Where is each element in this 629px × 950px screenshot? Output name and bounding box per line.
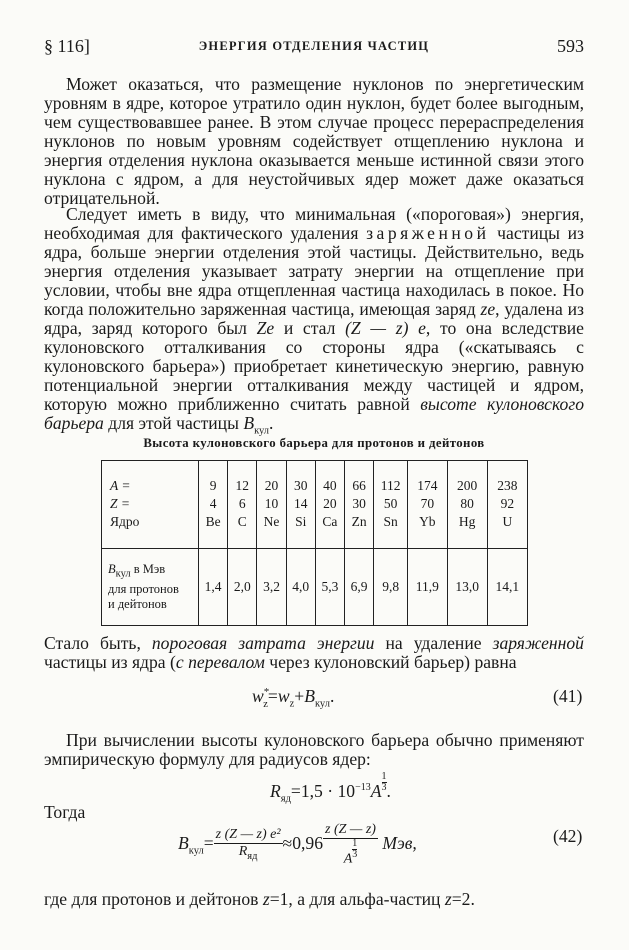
cell-Z: 80 bbox=[460, 496, 474, 512]
cell-B: 9,8 bbox=[374, 548, 408, 625]
p2-spaced-word: заряженной bbox=[366, 223, 490, 243]
cell-A: 20 bbox=[264, 478, 279, 494]
table-row-barrier bbox=[102, 548, 528, 625]
cell-nucleus: Ca bbox=[322, 514, 338, 530]
cell-A: 40 bbox=[323, 478, 337, 494]
cell-B: 14,1 bbox=[487, 548, 527, 625]
cell-nucleus: Yb bbox=[419, 514, 436, 530]
cell-B: 5,3 bbox=[315, 548, 344, 625]
cell-Z: 30 bbox=[352, 496, 366, 512]
label-A: A = bbox=[110, 478, 131, 494]
p3-text-1: Стало быть, bbox=[44, 633, 152, 653]
p2-B-symbol: B bbox=[243, 413, 255, 433]
cell-B: 11,9 bbox=[408, 548, 447, 625]
b-label-line2: для протонов bbox=[108, 581, 179, 596]
cell-A: 112 bbox=[380, 478, 401, 494]
eq42-num2: z (Z — z) bbox=[325, 822, 376, 837]
p2-text-7: . bbox=[269, 413, 274, 433]
eq41-w: w bbox=[277, 686, 290, 706]
eq41-w-star: w bbox=[252, 686, 264, 706]
p2-text-4: и стал bbox=[274, 318, 346, 338]
paragraph-1: Может оказаться, что размещение нуклонов по энергетическим уровням в ядре, которое утратило один нуклон, будет более выгодным, чем существовавшее ранее. В этом случае процесс перераспределения нуклонов по новым уровням содействует отщеплению нуклона и энергия отделения нуклона оказывается меньше истинной связи этого нуклона с ядром, а для неустойчивых ядер может даже оказаться отрицательной. bbox=[44, 74, 584, 208]
cell-nucleus: Sn bbox=[383, 514, 398, 530]
cell-B: 3,2 bbox=[257, 548, 286, 625]
paragraph-2 bbox=[44, 205, 584, 441]
cell-Z: 14 bbox=[293, 496, 308, 512]
equation-42-number: (42) bbox=[553, 826, 583, 846]
cell-nucleus: Ne bbox=[263, 514, 280, 530]
page-number: 593 bbox=[557, 36, 584, 56]
last-text-3: =2. bbox=[451, 889, 475, 909]
p2-text-3: , удалена из ядра, заряд которого был bbox=[44, 299, 584, 338]
eq42-den2-power bbox=[352, 839, 357, 860]
cell-nucleus: Hg bbox=[458, 514, 476, 530]
section-number: § 116] bbox=[44, 36, 90, 56]
p2-ze: ze bbox=[480, 299, 496, 319]
cell-nucleus: Be bbox=[205, 514, 221, 530]
cell-Z: 50 bbox=[383, 496, 398, 512]
cell-B: 13,0 bbox=[447, 548, 487, 625]
eq42-den1 bbox=[214, 844, 283, 862]
barrier-label-cell bbox=[102, 548, 199, 625]
eq42-den2-pow-den: 3 bbox=[352, 849, 358, 860]
eq42-den2-pow-num: 1 bbox=[352, 838, 358, 849]
cell-A: 30 bbox=[293, 478, 308, 494]
table-cell bbox=[315, 461, 344, 549]
b-symbol: B bbox=[108, 562, 116, 576]
table-cell bbox=[228, 461, 257, 549]
cell-A: 9 bbox=[209, 478, 217, 494]
page-header bbox=[44, 36, 584, 60]
eqR-Rsub: яд bbox=[280, 793, 291, 805]
p3-text-2: на удаление bbox=[374, 633, 493, 653]
last-line bbox=[44, 889, 475, 910]
equation-41 bbox=[252, 686, 334, 710]
table-cell bbox=[408, 461, 447, 549]
eq42-Bsub: кул bbox=[188, 845, 204, 857]
p2-Zz: (Z — z) e bbox=[345, 318, 426, 338]
eq42-approx: ≈ bbox=[282, 832, 293, 853]
table-cell bbox=[286, 461, 315, 549]
cell-Z: 6 bbox=[238, 496, 246, 512]
eq42-den1-sub: яд bbox=[247, 851, 258, 863]
p2-text-6: для этой частицы bbox=[103, 413, 244, 433]
cell-B: 6,9 bbox=[345, 548, 374, 625]
eq41-star: * bbox=[263, 686, 270, 699]
cell-Z: 92 bbox=[500, 496, 515, 512]
table-cell bbox=[199, 461, 228, 549]
b-subscript: кул bbox=[115, 568, 131, 580]
running-title: ЭНЕРГИЯ ОТДЕЛЕНИЯ ЧАСТИЦ bbox=[198, 39, 430, 53]
table-cell bbox=[374, 461, 408, 549]
p3-italic-1: пороговая затрата энергии bbox=[151, 633, 375, 653]
table-cell bbox=[257, 461, 286, 549]
eq42-unit: Мэв, bbox=[382, 832, 417, 853]
eq41-z: z bbox=[263, 698, 268, 710]
cell-Z: 20 bbox=[323, 496, 337, 512]
eqR-equals: = bbox=[290, 780, 301, 801]
eqR-R: R bbox=[270, 780, 281, 801]
eq41-Bsub: кул bbox=[314, 698, 330, 710]
eq42-B: B bbox=[178, 832, 189, 853]
last-z2: z bbox=[444, 889, 452, 909]
eq42-den2 bbox=[323, 839, 378, 868]
cell-A: 200 bbox=[457, 478, 478, 494]
eq42-fraction-1 bbox=[214, 827, 283, 862]
cell-A: 12 bbox=[235, 478, 250, 494]
last-text-1: где для протонов и дейтонов bbox=[44, 889, 263, 909]
eq42-fraction-2 bbox=[323, 822, 378, 868]
b-label-line3: и дейтонов bbox=[108, 596, 167, 611]
cell-Z: 4 bbox=[209, 496, 217, 512]
cell-B: 2,0 bbox=[228, 548, 257, 625]
cell-B: 4,0 bbox=[286, 548, 315, 625]
cell-Z: 10 bbox=[264, 496, 279, 512]
eqR-exponent: −13 bbox=[355, 782, 371, 793]
cell-B: 1,4 bbox=[199, 548, 228, 625]
table-row-nuclei bbox=[102, 461, 528, 549]
p3-text-4: через кулоновский барьер) равна bbox=[264, 652, 517, 672]
last-text-2: =1, а для альфа-частиц bbox=[269, 889, 445, 909]
row-labels-cell bbox=[102, 461, 199, 549]
p2-text-1: Следует иметь в виду, что минимальная («пороговая») энергия, необходимая для фактического удаления bbox=[44, 204, 584, 243]
eqR-pow-num: 1 bbox=[381, 771, 387, 782]
togda-word: Тогда bbox=[44, 802, 86, 822]
last-z1: z bbox=[262, 889, 270, 909]
p2-Ze: Ze bbox=[256, 318, 275, 338]
cell-nucleus: Zn bbox=[351, 514, 367, 530]
cell-nucleus: C bbox=[237, 514, 247, 530]
p2-text-5: , то она вследствие кулоновского отталкивания со стороны ядра («скатываясь с кулоновского барьера») приобретает кинетическую энергию, равную потенциальной энергии отталкивания между частицей и ядром, которую можно приближенно считать равной bbox=[44, 318, 584, 414]
equation-radius bbox=[270, 772, 391, 804]
table-cell bbox=[447, 461, 487, 549]
paragraph-3 bbox=[44, 634, 584, 672]
eqR-A: A bbox=[370, 780, 382, 801]
equation-41-number: (41) bbox=[553, 686, 583, 706]
cell-A: 238 bbox=[497, 478, 518, 494]
label-Z: Z = bbox=[110, 496, 130, 512]
eq41-equals: = bbox=[267, 686, 278, 706]
p3-text-3: частицы из ядра ( bbox=[44, 652, 176, 672]
eq42-den2-A: A bbox=[343, 851, 353, 867]
cell-Z: 70 bbox=[420, 496, 435, 512]
p2-text-2: частицы из ядра, больше энергии отделения этой частицы. Действительно, ведь энергия отделения указывает затрату энергии на отщепление при условии, чтобы вне ядра отщепленная частица находилась в покое. Но когда положительно заряженная частица, имеющая заряд bbox=[44, 223, 584, 319]
table-caption: Высота кулоновского барьера для протонов и дейтонов bbox=[143, 436, 485, 450]
b-unit: в Мэв bbox=[130, 562, 166, 576]
eqR-value: 1,5 · 10 bbox=[300, 780, 356, 801]
eq42-equals: = bbox=[203, 832, 214, 853]
cell-nucleus: Si bbox=[295, 514, 307, 530]
cell-nucleus: U bbox=[502, 514, 513, 530]
p2-B-subscript: кул bbox=[254, 425, 270, 437]
cell-A: 66 bbox=[352, 478, 366, 494]
eqR-pow-den: 3 bbox=[381, 782, 387, 793]
eq41-plus: + bbox=[294, 686, 305, 706]
equation-42 bbox=[178, 822, 417, 868]
eq41-B: B bbox=[304, 686, 315, 706]
paragraph-4: При вычислении высоты кулоновского барьера обычно применяют эмпирическую формулу для радиусов ядер: bbox=[44, 730, 584, 769]
table-cell bbox=[487, 461, 527, 549]
p3-italic-3: с перевалом bbox=[175, 652, 265, 672]
coulomb-barrier-table bbox=[101, 460, 528, 626]
eq41-wz: z bbox=[289, 698, 295, 710]
eq41-dot: . bbox=[329, 686, 335, 706]
eqR-dot: . bbox=[386, 780, 391, 801]
p3-italic-2: заряженной bbox=[492, 633, 584, 653]
table-cell bbox=[345, 461, 374, 549]
eq42-num1: z (Z — z) e² bbox=[215, 827, 281, 843]
eq42-coef: 0,96 bbox=[292, 832, 323, 853]
cell-A: 174 bbox=[417, 478, 438, 494]
p2-italic-phrase: высоте кулоновского барьера bbox=[44, 394, 585, 433]
eq42-den1-R: R bbox=[238, 844, 248, 860]
label-nucleus: Ядро bbox=[110, 514, 140, 530]
